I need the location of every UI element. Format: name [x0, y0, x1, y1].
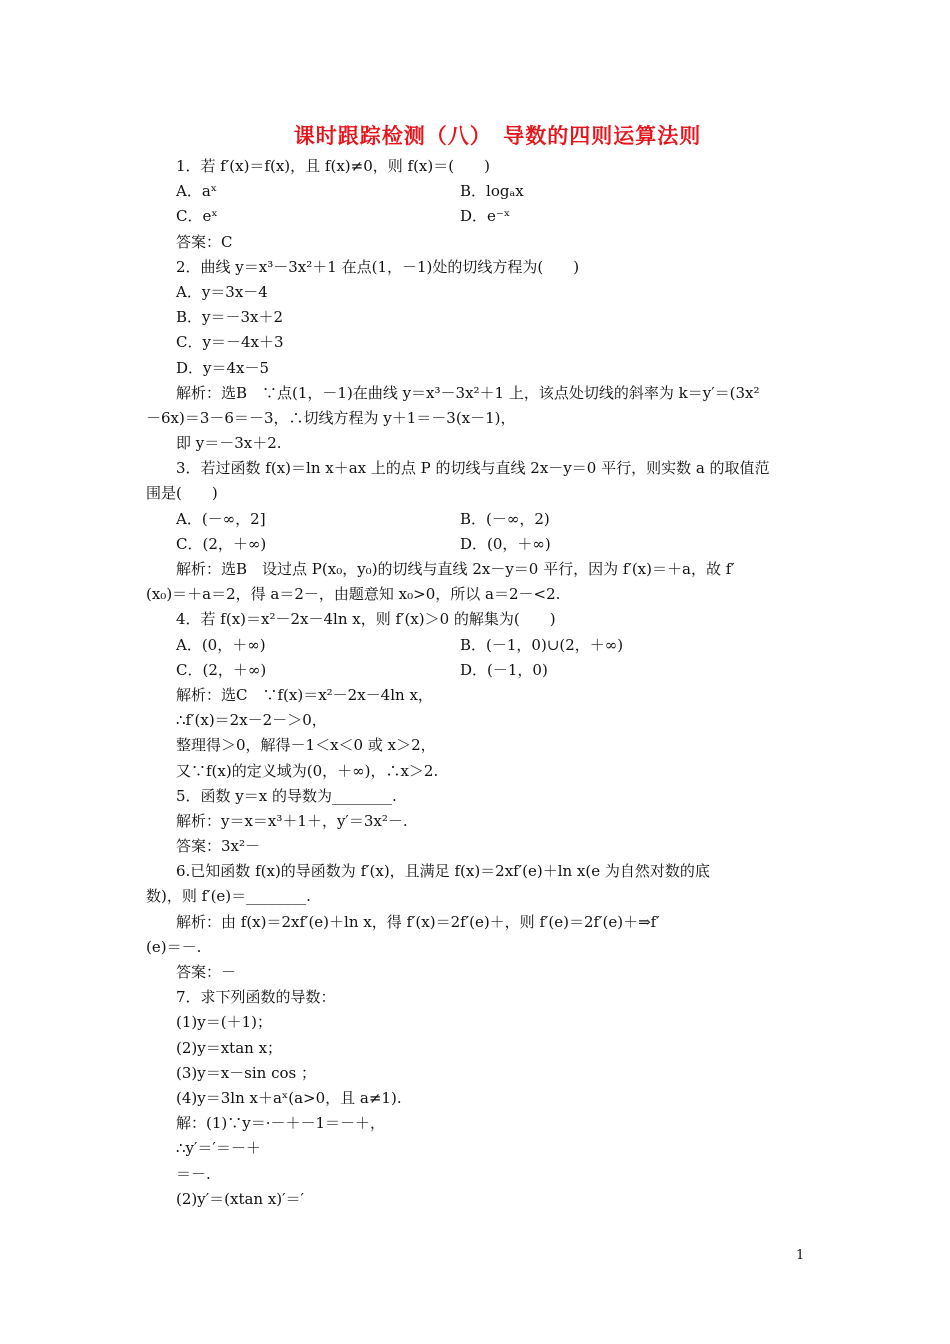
- option-row: [146, 658, 810, 683]
- text-line: (2)y′＝(xtan x)′＝′: [176, 1189, 304, 1208]
- text-line: (2)y＝xtan x；: [176, 1038, 283, 1057]
- text-line: 答案：－: [176, 963, 237, 981]
- text-line: 解析：由 f(x)＝2xf′(e)＋ln x，得 f′(x)＝2f′(e)＋，则 f′(e)＝2f′(e)＋⇒f′: [176, 912, 660, 931]
- text-line: 解析：选C ∵f(x)＝x²－2x－4ln x，: [176, 685, 433, 704]
- text-line: 4．若 f(x)＝x²－2x－4ln x，则 f′(x)＞0 的解集为( ): [176, 610, 556, 629]
- text-line: D．y＝4x－5: [176, 358, 270, 377]
- text-line: 数)，则 f′(e)＝________.: [146, 887, 311, 906]
- text-line: 2．曲线 y＝x³－3x²＋1 在点(1，－1)处的切线方程为( ): [176, 257, 580, 276]
- text-line: 解：(1)∵y＝·－＋－1＝－＋，: [176, 1114, 386, 1133]
- option-left: A．(0，＋∞): [176, 635, 266, 654]
- option-left: C．(2，＋∞): [176, 534, 267, 553]
- text-line: 围是( ): [146, 484, 218, 503]
- text-line: 解析：选B ∵点(1，－1)在曲线 y＝x³－3x²＋1 上，该点处切线的斜率为 k＝y′＝(3x²: [176, 383, 760, 402]
- option-row: [146, 532, 810, 557]
- text-line: 7．求下列函数的导数：: [176, 988, 336, 1007]
- option-right: B．(－∞，2): [460, 509, 550, 528]
- text-line: 5．函数 y＝x 的导数为________.: [176, 786, 397, 805]
- option-right: D．(0，＋∞): [460, 534, 551, 553]
- text-line: C．y＝－4x＋3: [176, 333, 284, 352]
- option-right: D．(－1，0): [460, 660, 548, 679]
- option-left: A．(－∞，2]: [176, 509, 266, 528]
- option-right: B．(－1，0)∪(2，＋∞): [460, 635, 624, 654]
- option-left: A．aˣ: [176, 182, 218, 201]
- text-line: 6.已知函数 f(x)的导函数为 f′(x)，且满足 f(x)＝2xf′(e)＋ln x(e 为自然对数的底: [176, 862, 710, 881]
- page-number: 1: [796, 1248, 805, 1263]
- text-line: 答案：3x²－: [176, 837, 261, 856]
- text-line: (1)y＝(＋1)；: [176, 1013, 272, 1032]
- option-row: [146, 179, 810, 204]
- option-row: [146, 204, 810, 229]
- page-title: 课时跟踪检测（八） 导数的四则运算法则: [293, 124, 702, 148]
- text-line: 又∵f(x)的定义域为(0，＋∞)，∴x＞2.: [176, 761, 439, 780]
- option-right: D．e⁻ˣ: [460, 207, 511, 226]
- text-line: 解析：选B 设过点 P(x₀，y₀)的切线与直线 2x－y＝0 平行，因为 f′(x)＝＋a，故 f′: [176, 560, 735, 578]
- option-row: [146, 633, 810, 658]
- text-line: B．y＝－3x＋2: [176, 308, 284, 327]
- text-line: ＝－.: [176, 1164, 211, 1183]
- option-left: C．eˣ: [176, 207, 218, 226]
- document-body: [146, 154, 810, 1212]
- text-line: 即 y＝－3x＋2.: [176, 434, 282, 453]
- text-line: (x₀)＝＋a＝2，得 a＝2－，由题意知 x₀>0，所以 a＝2－<2.: [146, 585, 561, 604]
- text-line: 1．若 f′(x)＝f(x)，且 f(x)≠0，则 f(x)＝( ): [176, 157, 490, 175]
- option-left: C．(2，＋∞): [176, 660, 267, 679]
- option-row: [146, 507, 810, 532]
- text-line: ∴y′＝′＝－＋: [176, 1139, 261, 1158]
- option-right: B．logₐx: [460, 182, 524, 201]
- text-line: (3)y＝x－sin cos ；: [176, 1063, 317, 1082]
- text-line: －6x)＝3－6＝－3，∴切线方程为 y＋1＝－3(x－1)，: [146, 408, 516, 427]
- text-line: (e)＝－.: [146, 937, 202, 956]
- text-line: 整理得＞0，解得－1＜x＜0 或 x＞2，: [176, 736, 436, 755]
- text-line: (4)y＝3ln x＋aˣ(a>0，且 a≠1).: [176, 1088, 402, 1107]
- text-line: A．y＝3x－4: [176, 282, 268, 301]
- text-line: ∴f′(x)＝2x－2－＞0，: [176, 711, 327, 730]
- text-line: 3．若过函数 f(x)＝ln x＋ax 上的点 P 的切线与直线 2x－y＝0 平行，则实数 a 的取值范: [176, 459, 770, 478]
- text-line: 解析：y＝x＝x³＋1＋，y′＝3x²－.: [176, 811, 408, 830]
- text-line: 答案：C: [176, 232, 233, 251]
